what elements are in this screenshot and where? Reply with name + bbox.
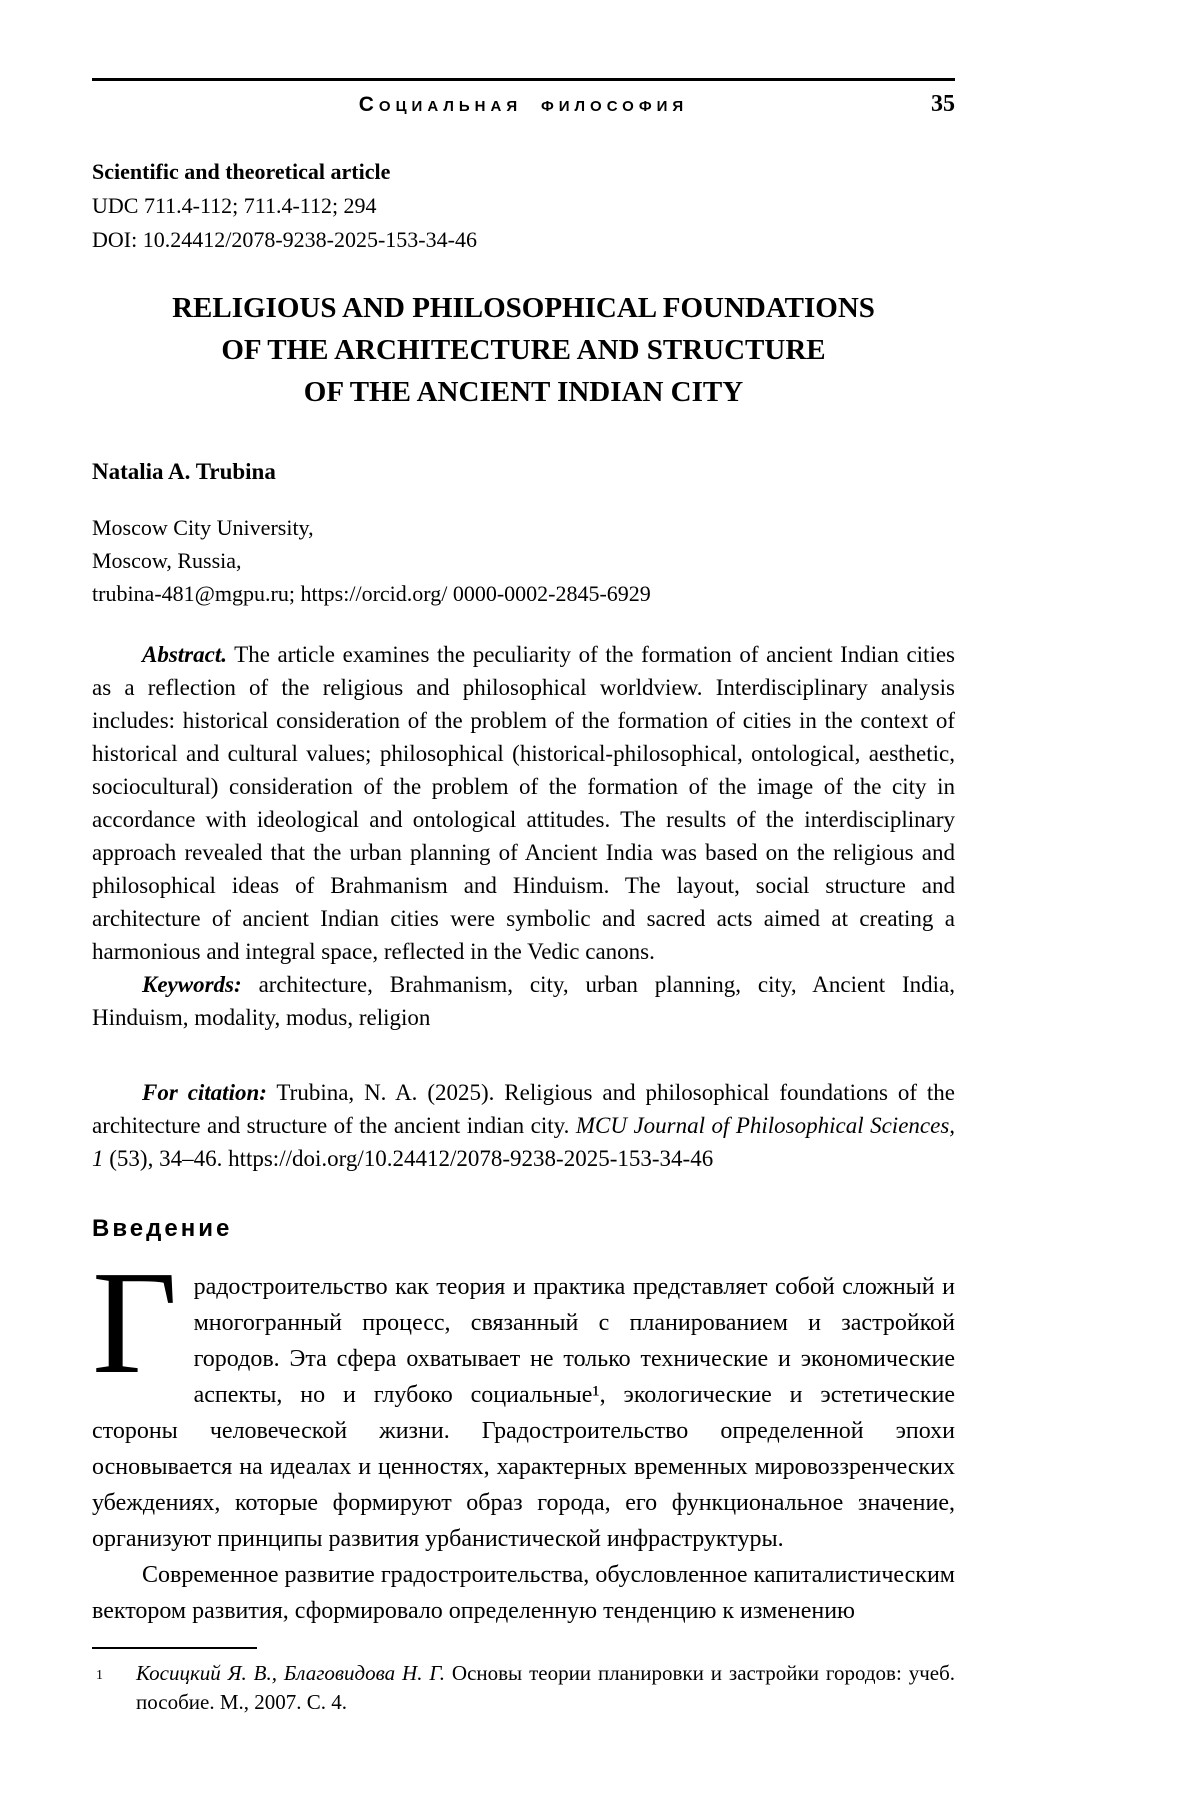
citation-issue-pages: (53), 34–46. (109, 1146, 223, 1171)
author-email[interactable]: trubina-481@mgpu.ru; (92, 581, 295, 606)
affiliation (92, 511, 955, 610)
footnote (92, 1647, 955, 1717)
keywords-paragraph (92, 968, 955, 1034)
udc-line: UDC 711.4-112; 711.4-112; 294 (92, 193, 377, 218)
citation-paragraph (92, 1076, 955, 1175)
article-title-line: OF THE ANCIENT INDIAN CITY (303, 376, 744, 408)
article-type: Scientific and theoretical article (92, 159, 391, 184)
contact-line (92, 577, 955, 610)
section-heading-introduction: Введение (92, 1215, 233, 1242)
body-paragraph-1 (92, 1241, 955, 1557)
body-paragraph-1-text: радостроительство как теория и практика представляет собой сложный и многогранный процесс, связанный с планированием и застройкой городов. Эта сфера охватывает не только технические и экономические аспекты, но и глубоко социальные¹, экологические и эстетические стороны человеческой жизни. Градостроительство определенной эпохи основывается на идеалах и ценностях, характерных временных мировоззренческих убеждениях, которые формируют образ города, его функциональное значение, организуют принципы развития урбанистической инфраструктуры. (92, 1274, 955, 1552)
citation-text: Trubina, N. A. (2025). Religious and philosophical foundations of the architecture and structure of the ancient indian city. (92, 1080, 955, 1138)
author-name: Natalia A. Trubina (92, 459, 276, 484)
citation-label: For citation: (142, 1080, 267, 1105)
abstract-paragraph (92, 638, 955, 968)
article-meta (92, 155, 955, 257)
citation-doi-link[interactable]: https://doi.org/10.24412/2078-9238-2025-153-34-46 (228, 1146, 714, 1171)
running-head (92, 78, 955, 125)
running-head-section: Социальная философия (358, 93, 689, 116)
article-title-line: OF THE ARCHITECTURE AND STRUCTURE (221, 334, 826, 366)
body-paragraph-2: Современное развитие градостроительства, обусловленное капиталистическим вектором развития, сформировало определенную тенденцию к изменению (92, 1562, 955, 1624)
page-number: 35 (931, 91, 955, 117)
footnote-source: Основы теории планировки и застройки городов: учеб. пособие. М., 2007. С. 4. (136, 1661, 956, 1714)
abstract-label: Abstract. (142, 642, 227, 667)
keywords-label: Keywords: (142, 972, 242, 997)
article-title (92, 287, 955, 413)
footnote-text (136, 1659, 955, 1717)
header-rule (92, 78, 955, 81)
drop-cap: Г (92, 1241, 178, 1405)
footnote-authors: Косицкий Я. В., Благовидова Н. Г. (136, 1661, 445, 1685)
footnote-rule (92, 1647, 257, 1649)
footnote-marker: 1 (96, 1668, 103, 1683)
footnote-row (92, 1659, 955, 1717)
running-head-row (92, 85, 955, 125)
affiliation-line: Moscow City University, (92, 515, 314, 540)
orcid-link[interactable]: https://orcid.org/ 0000-0002-2845-6929 (300, 581, 651, 606)
keywords-text: architecture, Brahmanism, city, urban planning, city, Ancient India, Hinduism, modality, modus, religion (92, 972, 955, 1030)
affiliation-line: Moscow, Russia, (92, 548, 242, 573)
abstract-text: The article examines the peculiarity of the formation of ancient Indian cities as a reflection of the religious and philosophical worldview. Interdisciplinary analysis includes: historical consideration of the problem of the formation of cities in the context of historical and cultural values; philosophical (historical-philosophical, ontological, aesthetic, sociocultural) consideration of the problem of the formation of the image of the city in accordance with ideological and ontological attitudes. The results of the interdisciplinary approach revealed that the urban planning of Ancient India was based on the religious and philosophical ideas of Brahmanism and Hinduism. The layout, social structure and architecture of ancient Indian cities were symbolic and sacred acts aimed at creating a harmonious and integral space, reflected in the Vedic canons. (92, 642, 955, 964)
citation-journal-title: MCU Journal of Philosophical Sciences, 1 (92, 1113, 956, 1171)
article-title-line: RELIGIOUS AND PHILOSOPHICAL FOUNDATIONS (172, 292, 875, 324)
doi-line: DOI: 10.24412/2078-9238-2025-153-34-46 (92, 227, 477, 252)
